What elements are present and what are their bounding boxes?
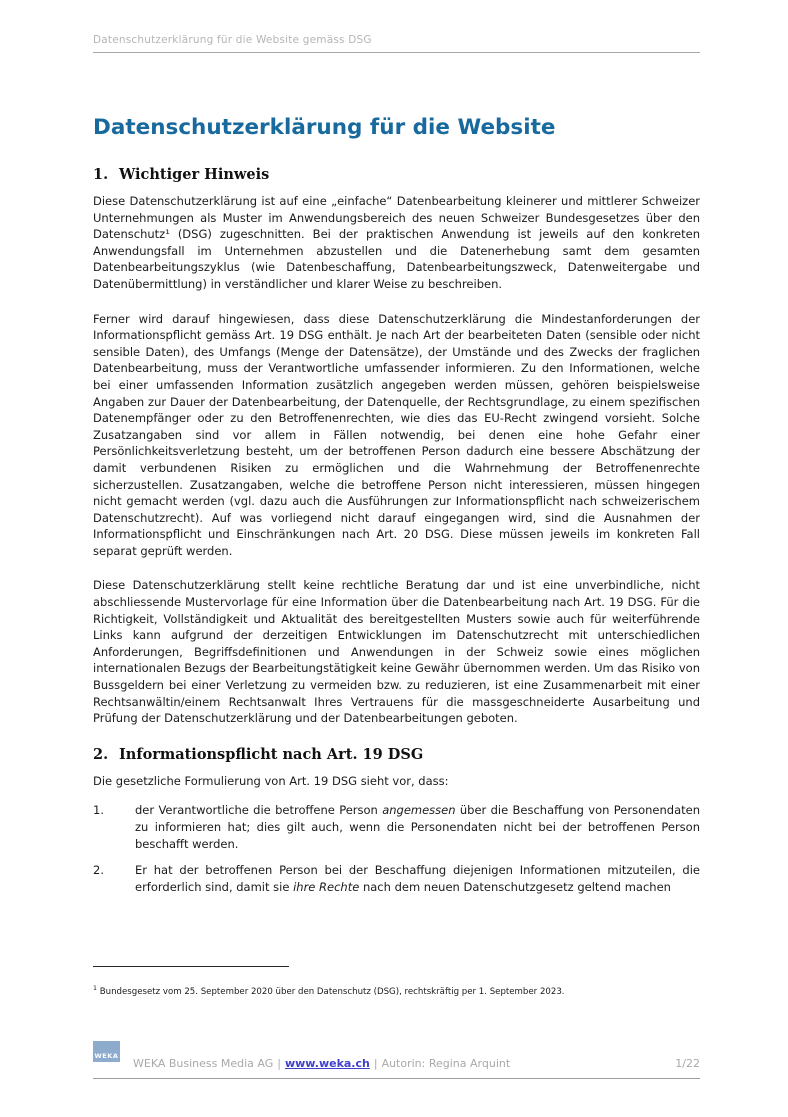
- list-item: [93, 802, 700, 852]
- section-2-number: 2.: [93, 745, 109, 763]
- list-item-number: 2.: [93, 863, 104, 878]
- numbered-list: [93, 802, 700, 895]
- section-2-heading: [93, 745, 700, 765]
- section-1-heading-text: Wichtiger Hinweis: [119, 166, 270, 183]
- document-body: [93, 114, 700, 905]
- header-divider: [93, 52, 700, 53]
- list-item-text-part: über die Beschaffung von Personendaten zu informieren hat; dies gilt auch, wenn die Personendaten nicht bei der betroffenen Person beschafft werden.: [135, 803, 700, 851]
- footnote-body: Bundesgesetz vom 25. September 2020 über den Datenschutz (DSG), rechtskräftig per 1. September 2023.: [99, 987, 565, 997]
- paragraph-1: Diese Datenschutzerklärung ist auf eine „einfache“ Datenbearbeitung kleinerer und mittlerer Schweizer Unternehmungen als Muster im Anwendungsbereich des neuen Schweizer Bundesgesetzes über den Datenschutz¹ (DSG) zugeschnitten. Bei der praktischen Anwendung ist jeweils auf den konkreten Anwendungsfall im Unternehmen abzustellen und die Datenerhebung samt dem gesamten Datenbearbeitungszyklus (wie Datenbeschaffung, Datenbearbeitungszweck, Datenweitergabe und Datenübermittlung) in verständlicher und klarer Weise zu beschreiben.: [93, 194, 700, 291]
- list-item-text-part: Er hat der betroffenen Person bei der Beschaffung diejenigen Informationen mitzuteilen, die erforderlich sind, damit sie: [135, 863, 700, 894]
- footer-separator: |: [373, 1057, 378, 1070]
- list-item-text: [135, 802, 700, 852]
- list-item-emphasis: angemessen: [382, 803, 456, 818]
- list-item-number: 1.: [93, 803, 104, 818]
- section-2-intro: Die gesetzliche Formulierung von Art. 19 DSG sieht vor, dass:: [93, 773, 449, 788]
- section-1-number: 1.: [93, 166, 109, 183]
- section-2-heading-text: Informationspflicht nach Art. 19 DSG: [119, 745, 424, 763]
- list-item-emphasis: ihre Rechte: [293, 879, 360, 894]
- weka-website-link[interactable]: www.weka.ch: [284, 1057, 370, 1070]
- weka-logo: [93, 1041, 120, 1062]
- footer-company: WEKA Business Media AG: [133, 1057, 274, 1070]
- running-header: [93, 34, 700, 46]
- list-item-text-part: nach dem neuen Datenschutzgesetz geltend machen: [359, 879, 671, 894]
- footnote-text: [93, 983, 700, 998]
- footer-author: Autorin: Regina Arquint: [381, 1057, 511, 1070]
- list-item-text-part: der Verantwortliche die betroffene Person: [135, 803, 383, 818]
- page-number: 1/22: [675, 1057, 700, 1070]
- weka-logo-text: WEKA: [94, 1052, 119, 1060]
- footnote-area: [93, 966, 700, 998]
- footer-text: [133, 1057, 700, 1070]
- paragraph-2: Ferner wird darauf hingewiesen, dass diese Datenschutzerklärung die Mindestanforderungen der Informationspflicht gemäss Art. 19 DSG enthält. Je nach Art der bearbeiteten Daten (sensible oder nicht sensible Daten), des Umfangs (Menge der Datensätze), der Umstände und des Zwecks der fraglichen Datenbearbeitung, muss der Verantwortliche umfassender informieren. Zu den Informationen, welche bei einer umfassenden Information zusätzlich angegeben werden müssen, gehören beispielsweise Angaben zur Dauer der Datenbearbeitung, der Datenquelle, der Rechtsgrundlage, zu einem spezifischen Datenempfänger oder zu den Betroffenenrechten, wie dies das EU-Recht zwingend vorsieht. Solche Zusatzangaben sind vor allem in Fällen notwendig, bei denen eine hohe Gefahr einer Persönlichkeitsverletzung besteht, um der betroffenen Person dadurch eine bessere Abschätzung der damit verbundenen Risiken zu ermöglichen und die Wahrnehmung der Betroffenenrechte sicherzustellen. Zusatzangaben, welche die betroffene Person nicht interessieren, müssen hingegen nicht gemacht werden (vgl. dazu auch die Ausführungen zur Informationspflicht nach schweizerischem Datenschutzrecht). Auf was vorliegend nicht darauf eingegangen wird, sind die Ausnahmen der Informationspflicht und Einschränkungen nach Art. 20 DSG. Diese müssen jeweils im konkreten Fall separat geprüft werden.: [93, 311, 700, 558]
- footer-divider: [93, 1078, 700, 1079]
- footnote-marker: 1: [93, 985, 98, 992]
- list-item-text: [135, 862, 700, 895]
- footer-separator: |: [277, 1057, 281, 1070]
- footnote-separator: [93, 966, 289, 967]
- section-1-heading: [93, 165, 700, 185]
- list-item: [93, 862, 700, 895]
- paragraph-3: Diese Datenschutzerklärung stellt keine rechtliche Beratung dar und ist eine unverbindliche, nicht abschliessende Mustervorlage für eine Information über die Datenbearbeitung nach Art. 19 DSG. Für die Richtigkeit, Vollständigkeit und Aktualität des bereitgestellten Musters sowie auch für weiterführende Links kann aufgrund der derzeitigen Entwicklungen im Datenschutzrecht mit unterschiedlichen Anforderungen, Begriffsdefinitionen und Anwendungen in der Schweiz sowie eines möglichen internationalen Bezugs der Bearbeitungstätigkeit keine Gewähr übernommen werden. Um das Risiko von Bussgeldern bei einer Verletzung zu vermeiden bzw. zu reduzieren, ist eine Zusammenarbeit mit einer Rechtsanwältin/einem Rechtsanwalt Ihres Vertrauens für die massgeschneiderte Ausarbeitung und Prüfung der Datenschutzerklärung und der Datenbearbeitungen geboten.: [93, 578, 700, 726]
- document-title: Datenschutzerklärung für die Website: [93, 115, 556, 140]
- page-footer: [93, 1041, 700, 1083]
- running-header-text: Datenschutzerklärung für die Website gemäss DSG: [93, 34, 372, 46]
